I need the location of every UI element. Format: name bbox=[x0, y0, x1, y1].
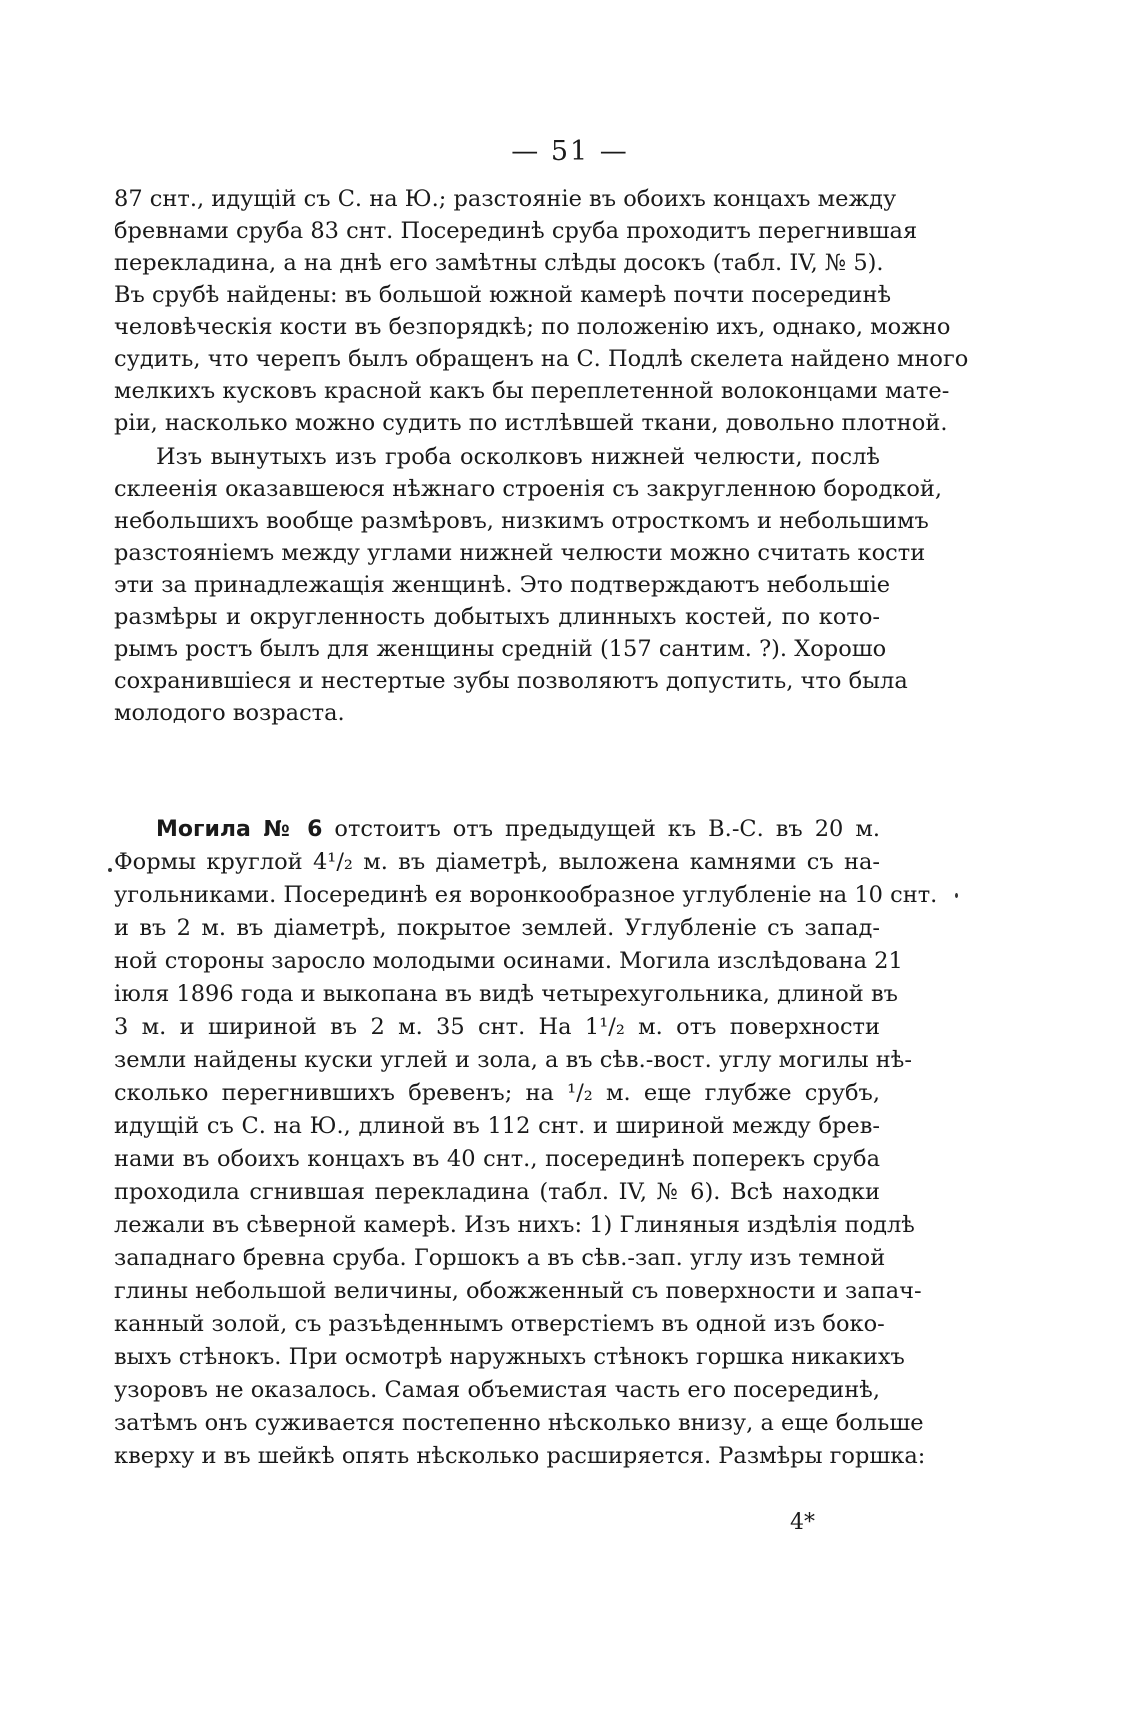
text-line: небольшихъ вообще размѣровъ, низкимъ отросткомъ и небольшимъ bbox=[114, 508, 929, 534]
text-line: западнаго бревна сруба. Горшокъ а въ сѣв.-зап. углу изъ темной bbox=[114, 1245, 886, 1271]
text-line: 3 м. и шириной въ 2 м. 35 снт. На 1¹/₂ м. отъ поверхности bbox=[114, 1014, 880, 1040]
text-line: сколько перегнившихъ бревенъ; на ¹/₂ м. еще глубже срубъ, bbox=[114, 1080, 880, 1106]
text-line: выхъ стѣнокъ. При осмотрѣ наружныхъ стѣнокъ горшка никакихъ bbox=[114, 1344, 905, 1370]
ink-speck bbox=[955, 893, 958, 898]
text-line: лежали въ сѣверной камерѣ. Изъ нихъ: 1) Глиняныя издѣлія подлѣ bbox=[114, 1212, 915, 1238]
text-line: Въ срубѣ найдены: въ большой южной камерѣ почти посерединѣ bbox=[114, 282, 892, 308]
text-line: разстояніемъ между углами нижней челюсти можно считать кости bbox=[114, 540, 926, 566]
text-line: канный золой, съ разъѣденнымъ отверстіемъ въ одной изъ боко- bbox=[114, 1311, 885, 1337]
section-first-line bbox=[156, 812, 880, 846]
text-line: рымъ ростъ былъ для женщины средній (157 сантим. ?). Хорошо bbox=[114, 636, 887, 662]
ink-speck bbox=[108, 868, 112, 872]
page-number: — 51 — bbox=[511, 136, 629, 167]
text-line: и въ 2 м. въ діаметрѣ, покрытое землей. Углубленіе съ запад- bbox=[114, 915, 880, 941]
text-line: іюля 1896 года и выкопана въ видѣ четырехугольника, длиной въ bbox=[114, 981, 898, 1007]
text-line: ной стороны заросло молодыми осинами. Могила изслѣдована 21 bbox=[114, 948, 903, 974]
text-line: узоровъ не оказалось. Самая объемистая часть его посерединѣ, bbox=[114, 1377, 880, 1403]
text-line: молодого возраста. bbox=[114, 700, 345, 726]
text-line: проходила сгнившая перекладина (табл. IV, № 6). Всѣ находки bbox=[114, 1179, 880, 1205]
text-line: идущій съ С. на Ю., длиной въ 112 снт. и шириной между брев- bbox=[114, 1113, 880, 1139]
signature-mark: 4* bbox=[790, 1510, 815, 1535]
text-line: эти за принадлежащія женщинѣ. Это подтверждаютъ небольшіе bbox=[114, 572, 891, 598]
text-line: человѣческія кости въ безпорядкѣ; по положенію ихъ, однако, можно bbox=[114, 314, 951, 340]
text-line: 87 снт., идущій съ С. на Ю.; разстояніе въ обоихъ концахъ между bbox=[114, 186, 897, 212]
text-line: глины небольшой величины, обожженный съ поверхности и запач- bbox=[114, 1278, 922, 1304]
text-line: склеенія оказавшеюся нѣжнаго строенія съ закругленною бородкой, bbox=[114, 476, 943, 502]
text-line: земли найдены куски углей и зола, а въ сѣв.-вост. углу могилы нѣ- bbox=[114, 1047, 912, 1073]
text-line: затѣмъ онъ суживается постепенно нѣсколько внизу, а еще больше bbox=[114, 1410, 924, 1436]
text-span: отстоитъ отъ предыдущей къ В.-С. въ 20 м. bbox=[322, 816, 880, 842]
text-line: бревнами сруба 83 снт. Посерединѣ сруба проходитъ перегнившая bbox=[114, 218, 918, 244]
text-line: размѣры и округленность добытыхъ длинныхъ костей, по кото- bbox=[114, 604, 880, 630]
text-line: ріи, насколько можно судить по истлѣвшей ткани, довольно плотной. bbox=[114, 410, 948, 436]
text-line: мелкихъ кусковъ красной какъ бы переплетенной волоконцами мате- bbox=[114, 378, 950, 404]
text-line: судить, что черепъ былъ обращенъ на С. Подлѣ скелета найдено много bbox=[114, 346, 969, 372]
text-line: Формы круглой 4¹/₂ м. въ діаметрѣ, выложена камнями съ на- bbox=[114, 849, 880, 875]
text-line: нами въ обоихъ концахъ въ 40 снт., посерединѣ поперекъ сруба bbox=[114, 1146, 880, 1172]
text-line: кверху и въ шейкѣ опять нѣсколько расширяется. Размѣры горшка: bbox=[114, 1443, 926, 1469]
text-line: Изъ вынутыхъ изъ гроба осколковъ нижней челюсти, послѣ bbox=[156, 444, 880, 470]
section-heading: Могила № 6 bbox=[156, 817, 323, 842]
text-line: перекладина, а на днѣ его замѣтны слѣды досокъ (табл. IV, № 5). bbox=[114, 250, 884, 276]
text-line: сохранившіеся и нестертые зубы позволяютъ допустить, что была bbox=[114, 668, 908, 694]
text-line: угольниками. Посерединѣ ея воронкообразное углубленіе на 10 снт. bbox=[114, 882, 938, 908]
